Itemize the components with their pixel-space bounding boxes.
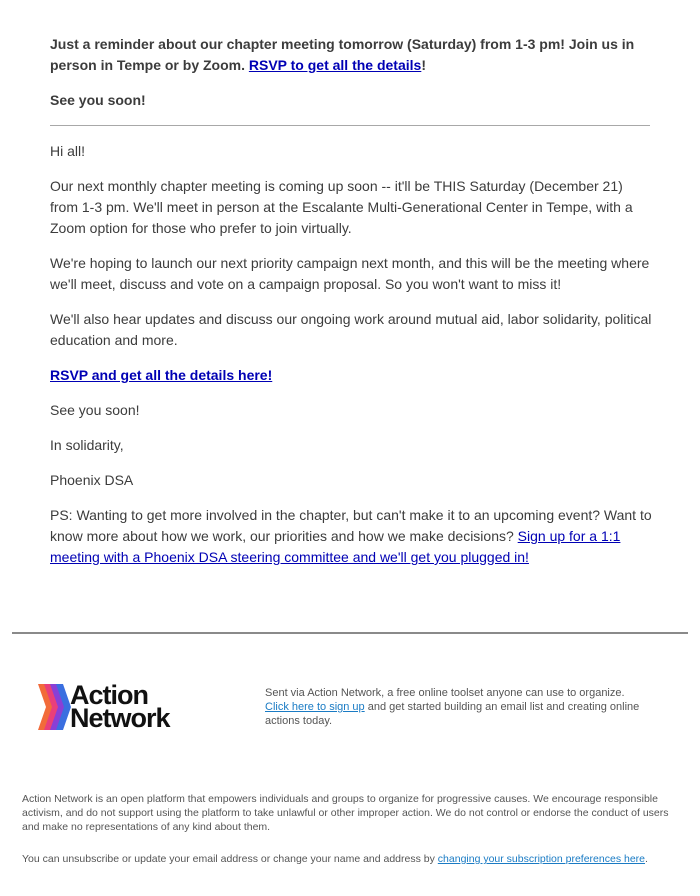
signature: Phoenix DSA [50, 472, 134, 488]
see-you-soon: See you soon! [50, 402, 140, 418]
sent-text-2: and get started building an email list and creating online actions today. [265, 701, 640, 727]
closing: In solidarity, [50, 437, 124, 453]
reminder-text: Just a reminder about our chapter meeting tomorrow (Saturday) from 1-3 pm! Join us in person in Tempe or by Zoom. [50, 36, 635, 73]
rsvp-link[interactable]: RSVP and get all the details here! [50, 367, 273, 383]
ps-text: PS: Wanting to get more involved in the chapter, but can't make it to an upcoming event? Want to know more about how we work, our priorities and how we make decisions? [50, 507, 652, 544]
see-you-soon-heading: See you soon! [50, 92, 146, 108]
sent-via-notice [265, 686, 645, 728]
legal-disclaimer: Action Network is an open platform that empowers individuals and groups to organize for progressive causes. We encourage responsible activism, and do not support using the platform to take unlawful or other improper action. We do not control or endorse the conduct of users and make no representations of any kind about them. [22, 793, 669, 833]
signup-link[interactable]: Click here to sign up [265, 701, 365, 713]
unsubscribe-notice [22, 852, 692, 866]
rsvp-details-link[interactable]: RSVP to get all the details [248, 57, 422, 73]
greeting: Hi all! [50, 143, 86, 159]
sent-text: Sent via Action Network, a free online toolset anyone can use to organize. [265, 687, 625, 699]
meeting-details-paragraph: Our next monthly chapter meeting is coming up soon -- it'll be THIS Saturday (December 21) from 1-3 pm. We'll meet in person at the Escalante Multi-Generational Center in Tempe, with a Zoom option for those who prefer to join virtually. [50, 178, 633, 236]
signup-meeting-link[interactable]: Sign up for a 1:1 meeting with a Phoenix DSA steering committee and we'll get you plugged in! [50, 528, 621, 565]
subscription-preferences-link[interactable]: changing your subscription preferences here [437, 853, 646, 865]
action-network-logo [38, 680, 198, 734]
campaign-paragraph: We're hoping to launch our next priority campaign next month, and this will be the meeting where we'll meet, discuss and vote on a campaign proposal. So you won't want to miss it! [50, 255, 650, 292]
ps-paragraph [50, 505, 652, 568]
footer-divider [12, 632, 688, 634]
rsvp-paragraph [50, 365, 272, 386]
divider [50, 125, 650, 126]
chevron-logo-icon [38, 684, 72, 730]
logo-word-action: Action [70, 680, 148, 710]
reminder-end: ! [421, 57, 426, 73]
unsubscribe-text: You can unsubscribe or update your email address or change your name and address by [22, 853, 435, 865]
updates-paragraph: We'll also hear updates and discuss our ongoing work around mutual aid, labor solidarity, political education and more. [50, 311, 652, 348]
unsubscribe-end: . [645, 853, 648, 865]
logo-word-network: Network [70, 703, 170, 733]
reminder-paragraph [50, 34, 652, 76]
